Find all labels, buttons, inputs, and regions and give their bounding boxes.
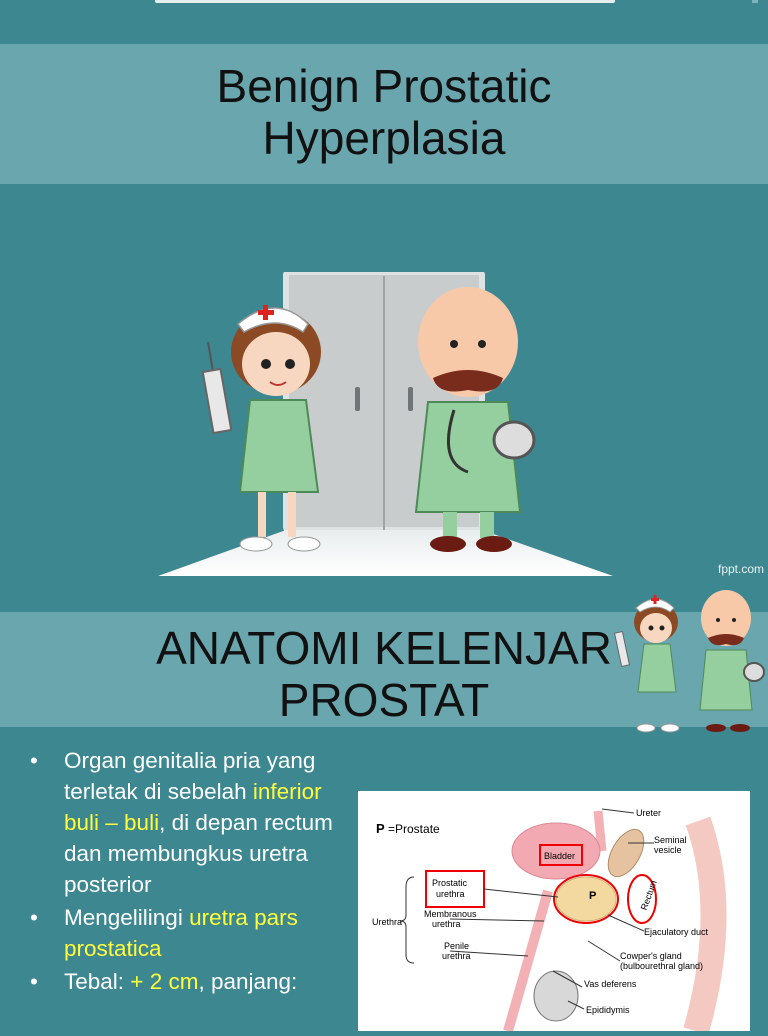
leader-ureter	[602, 809, 634, 813]
label-ureter: Ureter	[636, 808, 662, 818]
legend-letter: P	[376, 821, 385, 836]
label-vas: Vas deferens	[584, 979, 637, 989]
label-bladder: Bladder	[544, 851, 576, 861]
seminal-vesicle-shape	[601, 823, 651, 882]
label-cowper: Cowper's gland	[620, 951, 682, 961]
label-prostatic-sub: urethra	[436, 889, 465, 899]
label-vesicle: vesicle	[654, 845, 682, 855]
nurse-doctor-illustration	[158, 272, 613, 576]
label-penile: Penile	[444, 941, 470, 951]
corner-mark	[752, 0, 758, 3]
corner-illustration	[608, 582, 768, 738]
mini-nurse-figure	[615, 595, 679, 732]
leader-membranous	[450, 919, 544, 921]
label-ejaculatory: Ejaculatory duct	[644, 927, 709, 937]
doctor-figure	[416, 287, 534, 552]
label-membranous-sub: urethra	[432, 919, 461, 929]
prostate-marker: P	[589, 890, 597, 902]
label-epididymis: Epididymis	[586, 1005, 630, 1015]
testis-shape	[534, 971, 578, 1021]
rectum-tube	[696, 821, 714, 1031]
legend-text: =Prostate	[388, 822, 440, 836]
anatomy-svg	[358, 791, 750, 1031]
slide2-title-line2: PROSTAT	[278, 674, 490, 726]
slide2-title-line1: ANATOMI KELENJAR	[156, 622, 612, 674]
top-bar	[0, 0, 768, 44]
label-membranous: Membranous	[424, 909, 477, 919]
mini-doctor-figure	[700, 590, 764, 732]
label-urethra: Urethra	[372, 917, 403, 927]
slide1-title	[0, 60, 768, 164]
slide1-title-line2: Hyperplasia	[262, 112, 506, 164]
leader-cowper	[588, 941, 620, 961]
bullet-item-3: • Tebal: + 2 cm, panjang:	[30, 969, 298, 994]
label-penile-sub: urethra	[442, 951, 471, 961]
label-prostatic: Prostatic	[432, 878, 468, 888]
label-cowper-sub: (bulbourethral gland)	[620, 961, 704, 971]
bullet-list	[30, 745, 350, 999]
bullet-item-1: • Organ genitalia pria yang terletak di sebelah inferior buli – buli, di depan rectum dan membungkus uretra posterior	[30, 748, 333, 897]
scroll-indicator	[155, 0, 615, 3]
urethra-brace	[400, 877, 414, 963]
prostate-shape	[556, 877, 616, 921]
label-rectum: Rectum	[638, 878, 659, 912]
watermark-text: fppt.com	[718, 562, 765, 576]
bullet-item-2: • Mengelilingi uretra pars prostatica	[30, 905, 298, 961]
prostate-anatomy-diagram	[358, 791, 750, 1031]
slide1-title-line1: Benign Prostatic	[216, 60, 552, 112]
label-seminal: Seminal	[654, 835, 687, 845]
